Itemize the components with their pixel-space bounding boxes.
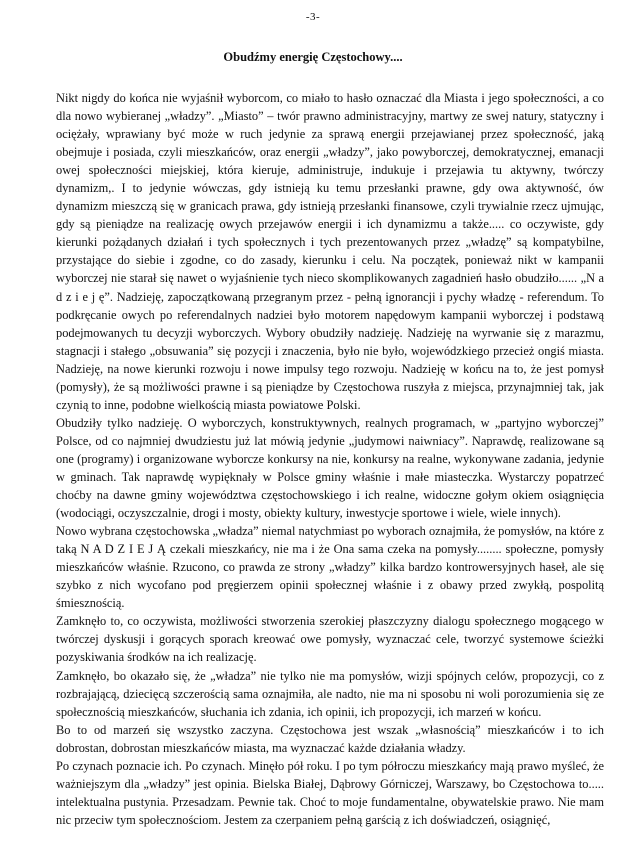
article-body [56,89,604,829]
paragraph: Obudziły tylko nadzieję. O wyborczych, konstruktywnych, realnych programach, w „partyjno wyborczej” Polsce, od co najmniej dwudziestu już lat mówią jedynie „judymowi naiwniacy”. Naprawdę, realizowane są one (programy) i organizowane wyborcze konkursy na nie, konkursy na realne, wykonywane zadania, jedynie w gminach. Tak naprawdę wypięknały w Polsce gminy właśnie i małe miasteczka. Wystarczy popatrzeć choćby na dawne gminy województwa częstochowskiego i ich realne, widoczne gołym okiem osiągnięcia (wodociągi, oczyszczalnie, drogi i mosty, obiekty kultury, inwestycje sportowe i wiele, wiele innych). [56,415,604,521]
article-title: Obudźmy energię Częstochowy.... [223,50,403,64]
paragraph: Nikt nigdy do końca nie wyjaśnił wyborcom, co miało to hasło oznaczać dla Miasta i jego społeczności, a co dla nowo wybieranej „władzy”. „Miasto” – twór prawno administracyjny, martwy ze swej natury, statyczny i ociężały, wprawiany być może w ruch jedynie za sprawą energii przejawianej przez społeczność, jaką obejmuje i posiada, czyli mieszkańców, oraz energii „władzy”, jako powyborczej, demokratycznej, emanacji owej społeczności miejskiej, która kieruje, administruje, indukuje i przejawia tu aktywny, twórczy dynamizm,. I to jedynie wówczas, gdy istnieją ku temu przesłanki prawne, gdy owa aktywność, ów dynamizm mieszczą się w granicach prawa, gdy istnieją przesłanki finansowe, czyli trywialnie rzecz ujmując, gdy są pieniądze na realizację owych przejawów energii i ich dynamizmu a także..... co oczywiste, gdy kierunki pożądanych działań i tych społecznych i tych prezentowanych przez „władzę” są kompatybilne, przystające do siebie i zgodne, co do zasady, kierunku i celu. Na początek, ponieważ nikt w kampanii wyborczej nie starał się nawet o wyjaśnienie tych nieco skomplikowanych zagadnień hasło obudziło...... „N a d z i e j ę”. Nadzieję, zapoczątkowaną przegranym przez - pełną ignorancji i pychy władzę - referendum. To podkręcanie owych po referendalnych nadziei było motorem napędowym kampanii wyborczej i podstawą podejmowanych tu decyzji wyborczych. Wybory obudziły nadzieję. Nadzieję na wyrwanie się z marazmu, stagnacji i stałego „obsuwania” się pozycji i znaczenia, było nie było, wojewódzkiego przecież ongiś miasta. Nadzieję, na nowe kierunki rozwoju i nowe impulsy tego rozwoju. Nadzieję w końcu na to, że jest pomysł (pomysły), że są możliwości prawne i są pieniądze by Częstochowa ruszyła z miejsca, przynajmniej tak, jak czynią to inne, podobne wielkością miasta powiatowe Polski. [56,91,604,412]
paragraph: Po czynach poznacie ich. Po czynach. Minęło pół roku. I po tym półroczu mieszkańcy mają prawo myśleć, że ważniejszym dla „władzy” jest opinia. Bielska Białej, Dąbrowy Górniczej, Warszawy, bo Częstochowa to..... intelektualna pustynia. Przesadzam. Pewnie tak. Choć to moje fundamentalne, obywatelskie prawo. Nie mam nic przeciw tym społecznościom. Jestem za czerpaniem pełną garścią z ich doświadczeń, osiągnięć, [56,758,604,827]
paragraph: Nowo wybrana częstochowska „władza” niemal natychmiast po wyborach oznajmiła, że pomysłów, na które z taką N A D Z I E J Ą czekali mieszkańcy, nie ma i że Ona sama czeka na pomysły........ społeczne, pomysły mieszkańców właśnie. Rzucono, co prawda ze strony „władzy” kilka bardzo kontrowersyjnych haseł, ale się szybko z nich wycofano pod pręgierzem opinii społecznej właśnie i z obawy przed zwykłą, pospolitą śmiesznością. [56,524,604,611]
paragraph: Zamknęło, bo okazało się, że „władza” nie tylko nie ma pomysłów, wizji spójnych celów, propozycji, co z rozbrajającą, dziecięcą szczerością sama oznajmiła, ale nadto, nie ma ni sposobu ni woli porozumienia się ze społecznością mieszkańców, słuchania ich zdania, ich opinii, ich propozycji, ich marzeń w końcu. [56,668,604,719]
paragraph: Zamknęło to, co oczywista, możliwości stworzenia szerokiej płaszczyzny dialogu społecznego mogącego w twórczej dyskusji i gorących sporach kreować owe pomysły, wyznaczać cele, tworzyć systemowe ścieżki pozyskiwania środków na ich realizację. [56,614,604,665]
paragraph: Bo to od marzeń się wszystko zaczyna. Częstochowa jest wszak „własnością” mieszkańców i to ich dobrostan, dobrostan mieszkańców miasta, ma wyznaczać każde działania władzy. [56,722,604,755]
page-number: -3- [305,11,321,23]
